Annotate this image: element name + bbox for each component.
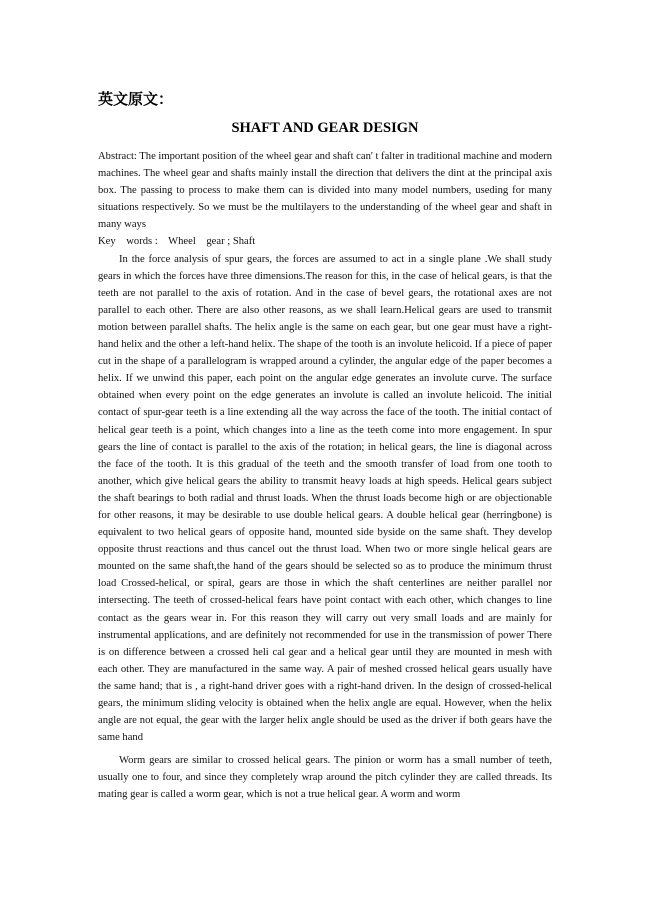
abstract-paragraph: Abstract: The important position of the wheel gear and shaft can' t falter in traditional machine and modern machines. The wheel gear and shafts mainly install the direction that delivers the dint at the principal axis box. The passing to process to make them can is divided into many model numbers, useding for many situations respectively. So we must be the multilayers to the understanding of the wheel gear and shaft in many ways <box>98 151 552 231</box>
keywords-line: Key words : Wheel gear ; Shaft <box>98 236 256 248</box>
document-title: SHAFT AND GEAR DESIGN <box>231 120 419 136</box>
section-heading: 英文原文： <box>98 90 174 108</box>
body-paragraph-2: Worm gears are similar to crossed helical gears. The pinion or worm has a small number of teeth, usually one to four, and since they completely wrap around the pitch cylinder they are called threads. Its mating gear is called a worm gear, which is not a true helical gear. A worm and worm <box>98 755 552 801</box>
body-paragraph-1: In the force analysis of spur gears, the forces are assumed to act in a single plane .We shall study gears in which the forces have three dimensions.The reason for this, in the case of helical gears, is that the teeth are not parallel to the axis of rotation. And in the case of bevel gears, the rotational axes are not parallel to each other. There are also other reasons, as we shall learn.Helical gears are used to transmit motion between parallel shafts. The helix angle is the same on each gear, but one gear must have a right-hand helix and the other a left-hand helix. The shape of the tooth is an involute helicoid. If a piece of paper cut in the shape of a parallelogram is wrapped around a cylinder, the angular edge of the paper becomes a helix. If we unwind this paper, each point on the angular edge generates an involute curve. The surface obtained when every point on the edge generates an involute is called an involute helicoid. The initial contact of spur-gear teeth is a line extending all the way across the face of the tooth. The initial contact of helical gear teeth is a point, which changes into a line as the teeth come into more engagement. In spur gears the line of contact is parallel to the axis of the rotation; in helical gears, the line is diagonal across the face of the tooth. It is this gradual of the teeth and the smooth transfer of load from one tooth to another, which give helical gears the ability to transmit heavy loads at high speeds. Helical gears subject the shaft bearings to both radial and thrust loads. When the thrust loads become high or are objectionable for other reasons, it may be desirable to use double helical gears. A double helical gear (herringbone) is equivalent to two helical gears of opposite hand, mounted side byside on the same shaft. They develop opposite thrust reactions and thus cancel out the thrust load. When two or more single helical gears are mounted on the same shaft,the hand of the gears should be selected so as to produce the minimum thrust load Crossed-helical, or spiral, gears are those in which the shaft centerlines are neither parallel nor intersecting. The teeth of crossed-helical fears have point contact with each other, which changes to line contact as the gears wear in. For this reason they will carry out very small loads and are mainly for instrumental applications, and are definitely not recommended for use in the transmission of power There is on difference between a crossed heli cal gear and a helical gear until they are mounted in mesh with each other. They are manufactured in the same way. A pair of meshed crossed helical gears usually have the same hand; that is , a right-hand driver goes with a right-hand driven. In the design of crossed-helical gears, the minimum sliding velocity is obtained when the helix angle are equal. However, when the helix angle are not equal, the gear with the larger helix angle should be used as the driver if both gears have the same hand <box>98 253 552 744</box>
document-body <box>98 148 552 804</box>
